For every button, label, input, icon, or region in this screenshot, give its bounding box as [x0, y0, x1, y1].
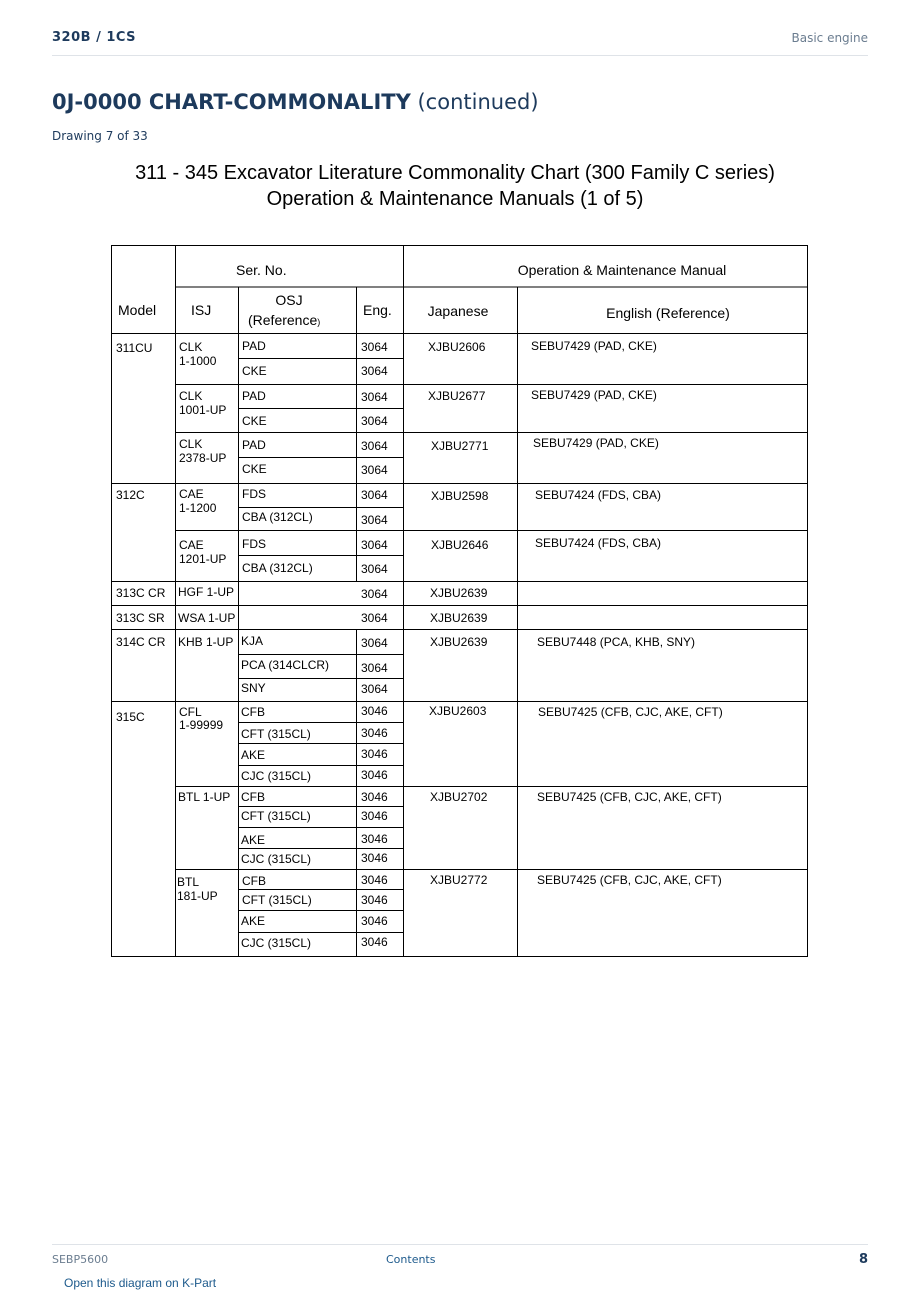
english-manual-cell: SEBU7448 (PCA, KHB, SNY)	[537, 635, 696, 649]
eng-cell: 3046	[361, 935, 388, 949]
osj-cell: CBA (312CL)	[242, 510, 313, 524]
japanese-manual-cell: XJBU2772	[430, 873, 488, 887]
osj-cell: CFT (315CL)	[241, 809, 311, 823]
osj-cell: AKE	[241, 748, 266, 762]
english-manual-cell: SEBU7425 (CFB, CJC, AKE, CFT)	[537, 873, 722, 887]
osj-cell: CBA (312CL)	[242, 561, 313, 575]
isj-cell: 2378-UP	[179, 451, 227, 465]
isj-cell: BTL 1-UP	[178, 790, 231, 804]
header-isj: ISJ	[191, 302, 212, 318]
osj-cell: CFT (315CL)	[241, 727, 311, 741]
header-om-manual: Operation & Maintenance Manual	[517, 262, 727, 278]
osj-cell: PAD	[242, 339, 266, 353]
table-body	[116, 339, 723, 950]
eng-cell: 3046	[361, 851, 388, 865]
eng-cell: 3064	[361, 340, 388, 354]
english-manual-cell: SEBU7425 (CFB, CJC, AKE, CFT)	[538, 705, 723, 719]
header-ser-no: Ser. No.	[236, 262, 287, 278]
header-japanese: Japanese	[427, 303, 489, 319]
eng-cell: 3064	[361, 513, 388, 527]
english-manual-cell: SEBU7429 (PAD, CKE)	[533, 436, 659, 450]
eng-cell: 3064	[361, 611, 388, 625]
osj-cell: CJC (315CL)	[241, 852, 312, 866]
eng-cell: 3064	[361, 661, 388, 675]
isj-cell: CLK	[179, 437, 203, 451]
osj-cell: FDS	[242, 487, 266, 501]
japanese-manual-cell: XJBU2639	[430, 635, 488, 649]
eng-cell: 3046	[361, 809, 388, 823]
japanese-manual-cell: XJBU2639	[430, 611, 488, 625]
english-manual-cell: SEBU7429 (PAD, CKE)	[531, 388, 657, 402]
eng-cell: 3064	[361, 463, 388, 477]
japanese-manual-cell: XJBU2702	[430, 790, 488, 804]
osj-cell: CKE	[242, 414, 267, 428]
document-code: SEBP5600	[52, 1253, 109, 1266]
isj-cell: CAE	[179, 538, 204, 552]
section-name: Basic engine	[791, 31, 868, 45]
page-title-bold: 0J-0000 CHART-COMMONALITY	[52, 90, 411, 114]
osj-cell: KJA	[241, 634, 264, 648]
english-manual-cell: SEBU7425 (CFB, CJC, AKE, CFT)	[537, 790, 722, 804]
eng-cell: 3046	[361, 747, 388, 761]
japanese-manual-cell: XJBU2639	[430, 586, 488, 600]
contents-link[interactable]: Contents	[386, 1253, 436, 1266]
japanese-manual-cell: XJBU2603	[429, 704, 487, 718]
japanese-manual-cell: XJBU2771	[431, 439, 489, 453]
isj-cell: 181-UP	[177, 889, 218, 903]
eng-cell: 3064	[361, 636, 388, 650]
eng-cell: 3046	[361, 832, 388, 846]
table-header	[118, 262, 730, 328]
page-number: 8	[858, 1252, 868, 1267]
isj-cell: CAE	[179, 487, 204, 501]
english-manual-cell: SEBU7424 (FDS, CBA)	[535, 536, 662, 550]
eng-cell: 3046	[361, 790, 388, 804]
japanese-manual-cell: XJBU2598	[431, 489, 489, 503]
chart-title-line-1: 311 - 345 Excavator Literature Commonality Chart (300 Family C series)	[135, 162, 775, 184]
eng-cell: 3064	[361, 414, 388, 428]
eng-cell: 3064	[361, 682, 388, 696]
osj-cell: CFB	[242, 874, 266, 888]
drawing-counter: Drawing 7 of 33	[52, 129, 148, 143]
chart-title-line-2: Operation & Maintenance Manuals (1 of 5)	[266, 188, 644, 210]
page-title-continued: (continued)	[417, 90, 539, 114]
isj-cell: BTL	[177, 875, 200, 889]
osj-cell: PAD	[242, 389, 266, 403]
osj-cell: PAD	[242, 438, 266, 452]
chart-titles	[135, 162, 775, 210]
osj-cell: PCA (314CLCR)	[241, 658, 330, 672]
header-english: English (Reference)	[606, 305, 730, 321]
eng-cell: 3046	[361, 893, 388, 907]
osj-cell: AKE	[241, 914, 266, 928]
eng-cell: 3046	[361, 704, 388, 718]
isj-cell: CFL	[179, 705, 202, 719]
isj-cell: 1001-UP	[179, 403, 227, 417]
osj-cell: CKE	[242, 364, 267, 378]
osj-cell: SNY	[241, 681, 266, 695]
model-cell: 312C	[116, 488, 145, 502]
header-osj-reference: (Reference)	[248, 312, 321, 328]
isj-cell: KHB 1-UP	[178, 635, 234, 649]
eng-cell: 3046	[361, 873, 388, 887]
footer-divider	[52, 1244, 868, 1245]
header-eng: Eng.	[363, 302, 392, 318]
open-in-kpart-link[interactable]: Open this diagram on K-Part	[64, 1276, 217, 1290]
model-cell: 313C SR	[116, 611, 165, 625]
japanese-manual-cell: XJBU2677	[428, 389, 486, 403]
eng-cell: 3064	[361, 364, 388, 378]
isj-cell: 1201-UP	[179, 552, 227, 566]
osj-cell: CJC (315CL)	[241, 936, 312, 950]
eng-cell: 3046	[361, 914, 388, 928]
osj-cell: CKE	[242, 462, 267, 476]
japanese-manual-cell: XJBU2646	[431, 538, 489, 552]
isj-cell: 1-99999	[179, 718, 224, 732]
model-cell: 314C CR	[116, 635, 166, 649]
osj-cell: AKE	[241, 833, 266, 847]
osj-cell: CFB	[241, 705, 265, 719]
eng-cell: 3064	[361, 439, 388, 453]
model-cell: 315C	[116, 710, 145, 724]
isj-cell: CLK	[179, 389, 203, 403]
model-cell: 313C CR	[116, 586, 166, 600]
osj-cell: FDS	[242, 537, 266, 551]
eng-cell: 3064	[361, 390, 388, 404]
header-model: Model	[118, 302, 157, 318]
model-cell: 311CU	[116, 341, 153, 355]
english-manual-cell: SEBU7424 (FDS, CBA)	[535, 488, 662, 502]
eng-cell: 3064	[361, 562, 388, 576]
header-osj: OSJ	[275, 292, 303, 308]
isj-cell: HGF 1-UP	[178, 585, 235, 599]
eng-cell: 3046	[361, 726, 388, 740]
isj-cell: 1-1200	[179, 501, 217, 515]
osj-cell: CFT (315CL)	[242, 893, 312, 907]
osj-cell: CFB	[241, 790, 265, 804]
japanese-manual-cell: XJBU2606	[428, 340, 486, 354]
english-manual-cell: SEBU7429 (PAD, CKE)	[531, 339, 657, 353]
isj-cell: WSA 1-UP	[178, 611, 236, 625]
eng-cell: 3046	[361, 768, 388, 782]
document-id: 320B / 1CS	[52, 30, 137, 45]
osj-cell: CJC (315CL)	[241, 769, 312, 783]
eng-cell: 3064	[361, 587, 388, 601]
isj-cell: CLK	[179, 340, 203, 354]
isj-cell: 1-1000	[179, 354, 217, 368]
eng-cell: 3064	[361, 488, 388, 502]
eng-cell: 3064	[361, 538, 388, 552]
